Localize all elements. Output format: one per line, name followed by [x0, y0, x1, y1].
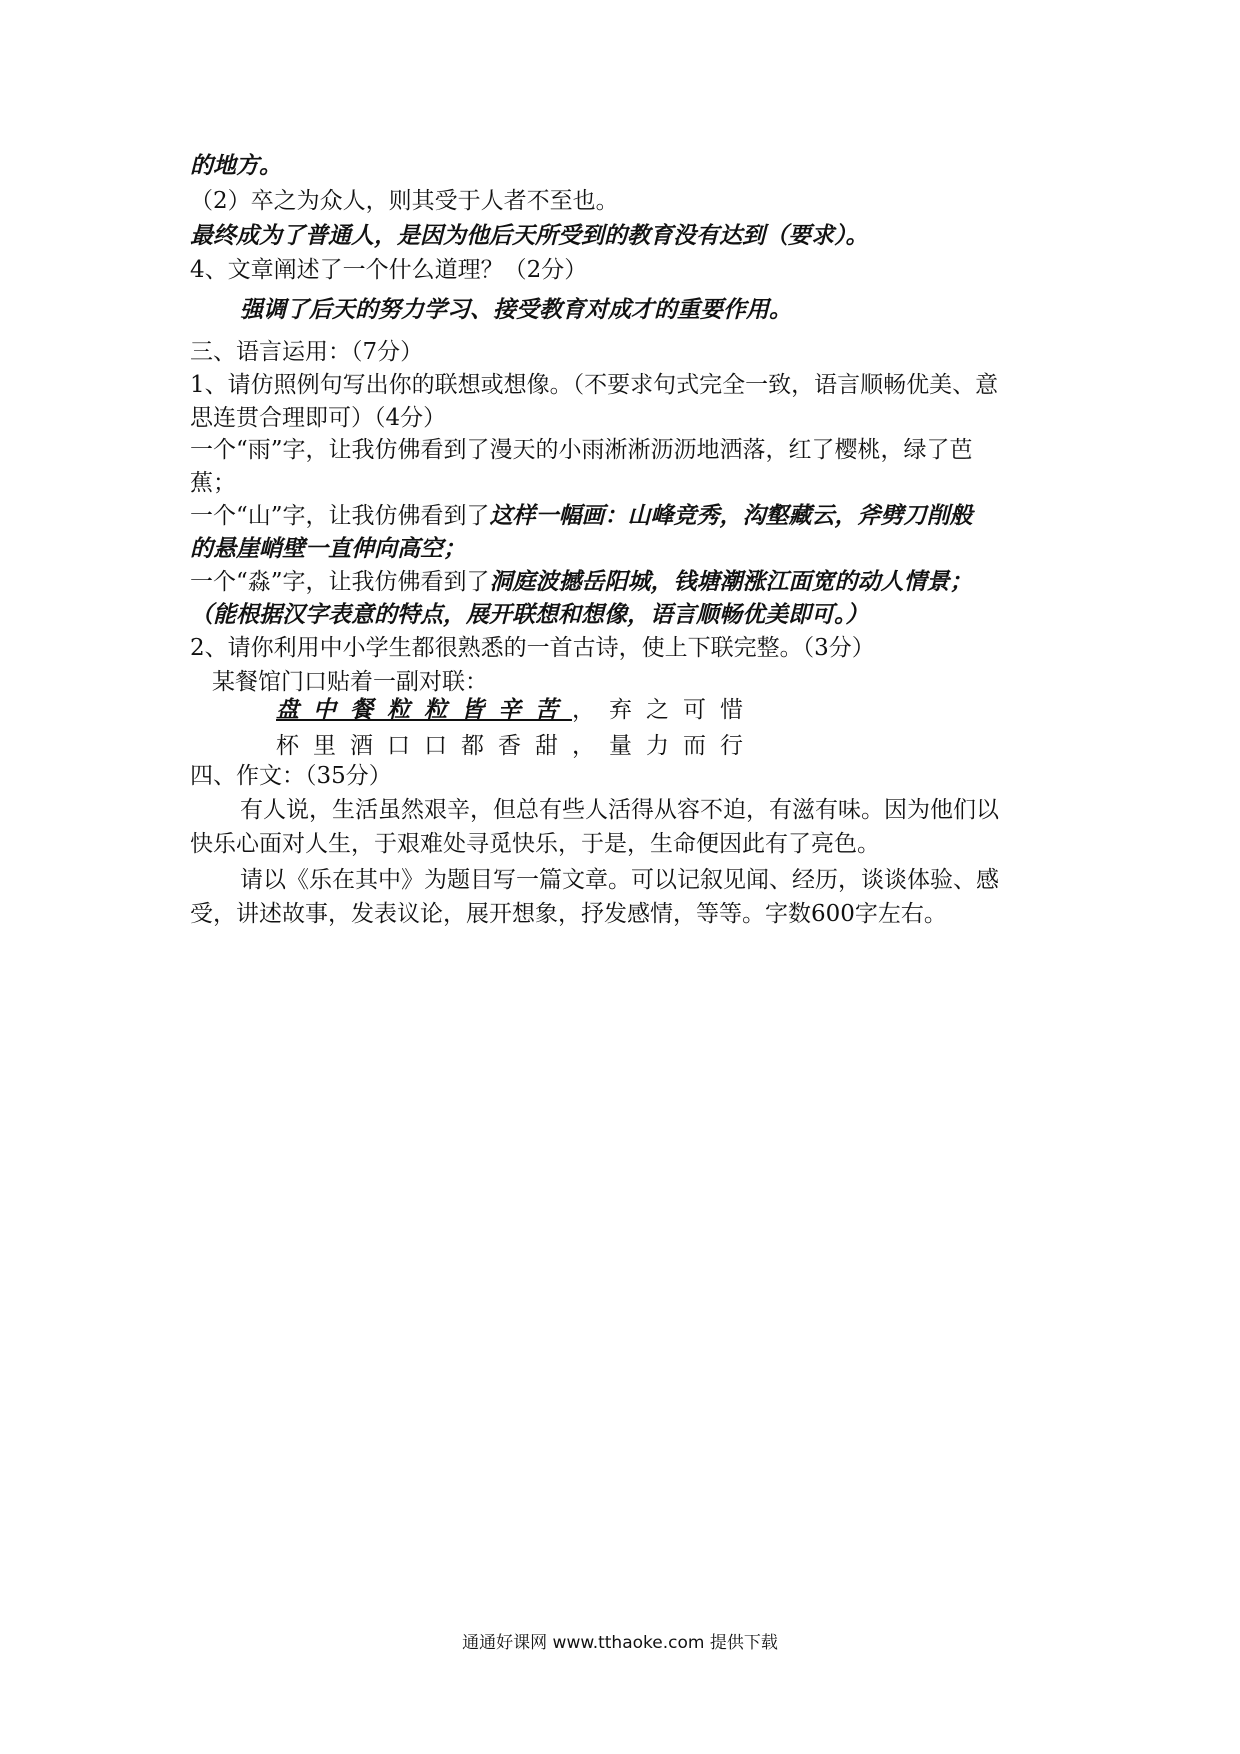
question-line: 4、文章阐述了一个什么道理？（2分）	[190, 257, 588, 283]
section-heading: 四、作文：（35分）	[190, 763, 392, 789]
example-line: 一个“雨”字，让我仿佛看到了漫天的小雨淅淅沥沥地洒落，红了樱桃，绿了芭	[190, 437, 973, 463]
answer-line: 最终成为了普通人，是因为他后天所受到的教育没有达到（要求）。	[190, 223, 869, 249]
question-line: 某餐馆门口贴着一副对联：	[212, 669, 488, 695]
prompt-line: 请以《乐在其中》为题目写一篇文章。可以记叙见闻、经历，谈谈体验、感	[240, 867, 999, 893]
page-footer: 通通好课网 www.tthaoke.com 提供下载	[462, 1633, 778, 1653]
couplet-upper	[276, 694, 757, 726]
answer-row	[190, 500, 1070, 532]
question-line: 思连贯合理即可）（4分）	[190, 405, 447, 431]
prompt-line: 有人说，生活虽然艰辛，但总有些人活得从容不迫，有滋有味。因为他们以	[240, 797, 999, 823]
couplet-answer: 盘中餐粒粒皆辛苦	[276, 697, 572, 723]
prompt-text: 一个“淼”字，让我仿佛看到了	[190, 569, 490, 595]
question-line: 1、请仿照例句写出你的联想或想像。（不要求句式完全一致，语言顺畅优美、意	[190, 372, 999, 398]
prompt-line: 受，讲述故事，发表议论，展开想象，抒发感情，等等。字数600字左右。	[190, 901, 947, 927]
prompt-text: 一个“山”字，让我仿佛看到了	[190, 503, 490, 529]
prompt-line: 快乐心面对人生，于艰难处寻觅快乐，于是，生命便因此有了亮色。	[190, 831, 880, 857]
answer-line: 强调了后天的努力学习、接受教育对成才的重要作用。	[240, 297, 792, 323]
answer-note: （能根据汉字表意的特点，展开联想和想像，语言顺畅优美即可。）	[190, 602, 869, 628]
example-line: 蕉；	[190, 470, 236, 496]
answer-line: 的地方。	[190, 153, 282, 179]
couplet-rest: ，弃之可惜	[572, 697, 757, 723]
answer-text: 洞庭波撼岳阳城，钱塘潮涨江面宽的动人情景；	[489, 569, 973, 595]
question-line: （2）卒之为众人，则其受于人者不至也。	[190, 188, 619, 214]
answer-text: 这样一幅画：山峰竞秀，沟壑藏云，斧劈刀削般	[489, 503, 973, 529]
question-line: 2、请你利用中小学生都很熟悉的一首古诗，使上下联完整。（3分）	[190, 635, 875, 661]
couplet-lower: 杯里酒口口都香甜，量力而行	[276, 733, 757, 759]
section-heading: 三、语言运用：（7分）	[190, 339, 424, 365]
answer-line: 的悬崖峭壁一直伸向高空；	[190, 536, 466, 562]
answer-row	[190, 566, 1070, 598]
